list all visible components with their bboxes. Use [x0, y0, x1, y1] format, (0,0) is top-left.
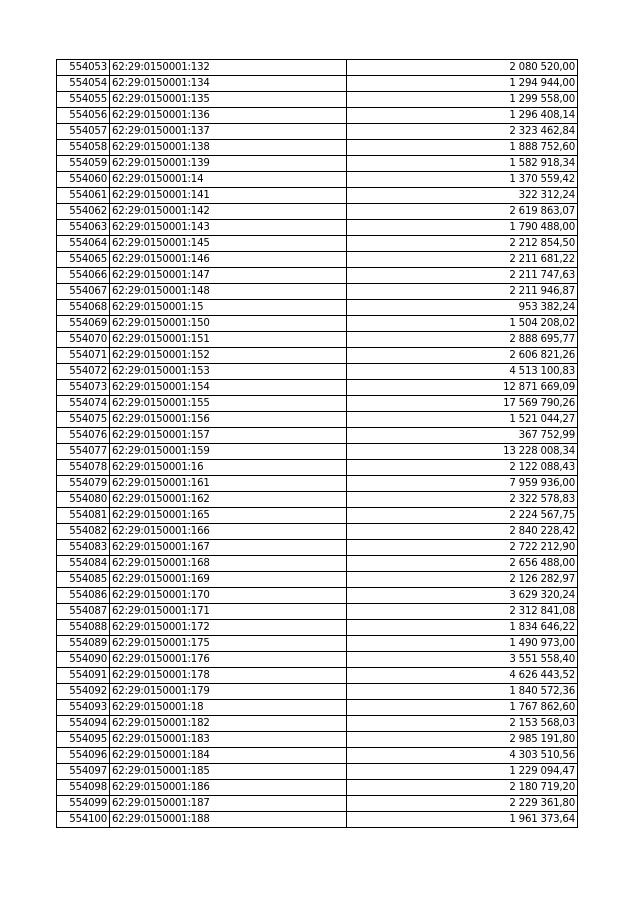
cadastral-number-cell: 62:29:0150001:143	[110, 220, 347, 236]
cadastral-number-cell: 62:29:0150001:147	[110, 268, 347, 284]
cadastral-number-cell: 62:29:0150001:157	[110, 428, 347, 444]
row-number-cell: 554053	[57, 60, 110, 76]
table-row	[57, 540, 578, 556]
row-number-cell: 554056	[57, 108, 110, 124]
row-number-cell: 554067	[57, 284, 110, 300]
cadastral-value-cell: 1 490 973,00	[347, 636, 578, 652]
table-row	[57, 764, 578, 780]
row-number-cell: 554077	[57, 444, 110, 460]
row-number-cell: 554073	[57, 380, 110, 396]
cadastral-value-cell: 2 211 681,22	[347, 252, 578, 268]
table-row	[57, 572, 578, 588]
cadastral-value-cell: 1 767 862,60	[347, 700, 578, 716]
table-row	[57, 412, 578, 428]
table-row	[57, 220, 578, 236]
row-number-cell: 554075	[57, 412, 110, 428]
cadastral-number-cell: 62:29:0150001:182	[110, 716, 347, 732]
table-row	[57, 604, 578, 620]
row-number-cell: 554054	[57, 76, 110, 92]
row-number-cell: 554083	[57, 540, 110, 556]
row-number-cell: 554070	[57, 332, 110, 348]
cadastral-value-cell: 2 080 520,00	[347, 60, 578, 76]
table-row	[57, 492, 578, 508]
table-row	[57, 252, 578, 268]
row-number-cell: 554079	[57, 476, 110, 492]
row-number-cell: 554087	[57, 604, 110, 620]
row-number-cell: 554059	[57, 156, 110, 172]
cadastral-value-cell: 4 513 100,83	[347, 364, 578, 380]
cadastral-value-cell: 4 303 510,56	[347, 748, 578, 764]
cadastral-number-cell: 62:29:0150001:161	[110, 476, 347, 492]
row-number-cell: 554060	[57, 172, 110, 188]
cadastral-value-cell: 1 840 572,36	[347, 684, 578, 700]
row-number-cell: 554088	[57, 620, 110, 636]
cadastral-value-cell: 2 323 462,84	[347, 124, 578, 140]
table-row	[57, 140, 578, 156]
table-row	[57, 172, 578, 188]
cadastral-number-cell: 62:29:0150001:142	[110, 204, 347, 220]
cadastral-number-cell: 62:29:0150001:14	[110, 172, 347, 188]
cadastral-value-cell: 2 888 695,77	[347, 332, 578, 348]
row-number-cell: 554092	[57, 684, 110, 700]
table-row	[57, 588, 578, 604]
cadastral-value-cell: 2 212 854,50	[347, 236, 578, 252]
cadastral-number-cell: 62:29:0150001:146	[110, 252, 347, 268]
cadastral-value-cell: 2 322 578,83	[347, 492, 578, 508]
table-row	[57, 780, 578, 796]
row-number-cell: 554062	[57, 204, 110, 220]
cadastral-value-cell: 1 296 408,14	[347, 108, 578, 124]
table-row	[57, 92, 578, 108]
cadastral-value-cell: 2 122 088,43	[347, 460, 578, 476]
cadastral-value-cell: 13 228 008,34	[347, 444, 578, 460]
row-number-cell: 554071	[57, 348, 110, 364]
table-row	[57, 700, 578, 716]
row-number-cell: 554082	[57, 524, 110, 540]
table-row	[57, 476, 578, 492]
cadastral-number-cell: 62:29:0150001:155	[110, 396, 347, 412]
cadastral-value-cell: 1 229 094,47	[347, 764, 578, 780]
row-number-cell: 554091	[57, 668, 110, 684]
table-row	[57, 716, 578, 732]
cadastral-number-cell: 62:29:0150001:135	[110, 92, 347, 108]
cadastral-value-cell: 2 211 747,63	[347, 268, 578, 284]
cadastral-number-cell: 62:29:0150001:153	[110, 364, 347, 380]
cadastral-value-cell: 2 722 212,90	[347, 540, 578, 556]
cadastral-value-cell: 953 382,24	[347, 300, 578, 316]
row-number-cell: 554095	[57, 732, 110, 748]
cadastral-number-cell: 62:29:0150001:145	[110, 236, 347, 252]
table-row	[57, 284, 578, 300]
table-row	[57, 732, 578, 748]
cadastral-value-cell: 2 312 841,08	[347, 604, 578, 620]
cadastral-number-cell: 62:29:0150001:169	[110, 572, 347, 588]
cadastral-number-cell: 62:29:0150001:170	[110, 588, 347, 604]
cadastral-value-cell: 2 180 719,20	[347, 780, 578, 796]
table-row	[57, 508, 578, 524]
cadastral-value-cell: 2 229 361,80	[347, 796, 578, 812]
table-row	[57, 236, 578, 252]
cadastral-value-cell: 2 126 282,97	[347, 572, 578, 588]
table-row	[57, 348, 578, 364]
cadastral-number-cell: 62:29:0150001:179	[110, 684, 347, 700]
cadastral-number-cell: 62:29:0150001:167	[110, 540, 347, 556]
cadastral-number-cell: 62:29:0150001:171	[110, 604, 347, 620]
table-row	[57, 108, 578, 124]
cadastral-number-cell: 62:29:0150001:186	[110, 780, 347, 796]
table-row	[57, 812, 578, 828]
row-number-cell: 554094	[57, 716, 110, 732]
cadastral-number-cell: 62:29:0150001:132	[110, 60, 347, 76]
row-number-cell: 554074	[57, 396, 110, 412]
table-row	[57, 620, 578, 636]
cadastral-value-cell: 2 985 191,80	[347, 732, 578, 748]
row-number-cell: 554078	[57, 460, 110, 476]
row-number-cell: 554055	[57, 92, 110, 108]
table-row	[57, 668, 578, 684]
cadastral-value-cell: 1 888 752,60	[347, 140, 578, 156]
table-row	[57, 556, 578, 572]
cadastral-number-cell: 62:29:0150001:183	[110, 732, 347, 748]
row-number-cell: 554096	[57, 748, 110, 764]
table-row	[57, 76, 578, 92]
cadastral-number-cell: 62:29:0150001:185	[110, 764, 347, 780]
cadastral-value-cell: 4 626 443,52	[347, 668, 578, 684]
cadastral-number-cell: 62:29:0150001:159	[110, 444, 347, 460]
cadastral-number-cell: 62:29:0150001:16	[110, 460, 347, 476]
cadastral-number-cell: 62:29:0150001:188	[110, 812, 347, 828]
table-row	[57, 204, 578, 220]
row-number-cell: 554093	[57, 700, 110, 716]
cadastral-value-cell: 2 656 488,00	[347, 556, 578, 572]
row-number-cell: 554086	[57, 588, 110, 604]
cadastral-number-cell: 62:29:0150001:162	[110, 492, 347, 508]
cadastral-value-cell: 3 551 558,40	[347, 652, 578, 668]
table-row	[57, 796, 578, 812]
cadastral-value-cell: 2 153 568,03	[347, 716, 578, 732]
table-row	[57, 460, 578, 476]
cadastral-number-cell: 62:29:0150001:134	[110, 76, 347, 92]
table-row	[57, 380, 578, 396]
cadastral-number-cell: 62:29:0150001:150	[110, 316, 347, 332]
cadastral-number-cell: 62:29:0150001:172	[110, 620, 347, 636]
table-row	[57, 444, 578, 460]
cadastral-value-cell: 322 312,24	[347, 188, 578, 204]
row-number-cell: 554065	[57, 252, 110, 268]
table-row	[57, 428, 578, 444]
cadastral-number-cell: 62:29:0150001:15	[110, 300, 347, 316]
table-row	[57, 156, 578, 172]
row-number-cell: 554068	[57, 300, 110, 316]
cadastral-value-cell: 1 299 558,00	[347, 92, 578, 108]
row-number-cell: 554089	[57, 636, 110, 652]
cadastral-number-cell: 62:29:0150001:139	[110, 156, 347, 172]
cadastral-number-cell: 62:29:0150001:141	[110, 188, 347, 204]
table-row	[57, 396, 578, 412]
row-number-cell: 554076	[57, 428, 110, 444]
table-body	[57, 60, 578, 828]
cadastral-number-cell: 62:29:0150001:168	[110, 556, 347, 572]
cadastral-number-cell: 62:29:0150001:136	[110, 108, 347, 124]
cadastral-value-table	[56, 59, 578, 828]
cadastral-value-cell: 2 619 863,07	[347, 204, 578, 220]
cadastral-number-cell: 62:29:0150001:175	[110, 636, 347, 652]
row-number-cell: 554061	[57, 188, 110, 204]
table-row	[57, 524, 578, 540]
cadastral-number-cell: 62:29:0150001:137	[110, 124, 347, 140]
cadastral-value-cell: 2 840 228,42	[347, 524, 578, 540]
table-row	[57, 124, 578, 140]
row-number-cell: 554066	[57, 268, 110, 284]
cadastral-number-cell: 62:29:0150001:148	[110, 284, 347, 300]
row-number-cell: 554072	[57, 364, 110, 380]
table-row	[57, 364, 578, 380]
table-row	[57, 684, 578, 700]
row-number-cell: 554100	[57, 812, 110, 828]
row-number-cell: 554084	[57, 556, 110, 572]
cadastral-number-cell: 62:29:0150001:138	[110, 140, 347, 156]
cadastral-value-cell: 7 959 936,00	[347, 476, 578, 492]
cadastral-number-cell: 62:29:0150001:156	[110, 412, 347, 428]
row-number-cell: 554063	[57, 220, 110, 236]
cadastral-value-cell: 1 370 559,42	[347, 172, 578, 188]
cadastral-number-cell: 62:29:0150001:154	[110, 380, 347, 396]
cadastral-number-cell: 62:29:0150001:176	[110, 652, 347, 668]
cadastral-number-cell: 62:29:0150001:18	[110, 700, 347, 716]
cadastral-value-cell: 1 961 373,64	[347, 812, 578, 828]
table-row	[57, 188, 578, 204]
cadastral-value-cell: 2 211 946,87	[347, 284, 578, 300]
cadastral-value-cell: 2 606 821,26	[347, 348, 578, 364]
cadastral-number-cell: 62:29:0150001:152	[110, 348, 347, 364]
cadastral-number-cell: 62:29:0150001:184	[110, 748, 347, 764]
cadastral-number-cell: 62:29:0150001:187	[110, 796, 347, 812]
row-number-cell: 554080	[57, 492, 110, 508]
cadastral-number-cell: 62:29:0150001:166	[110, 524, 347, 540]
table-row	[57, 268, 578, 284]
table-row	[57, 636, 578, 652]
cadastral-value-cell: 2 224 567,75	[347, 508, 578, 524]
cadastral-value-cell: 1 582 918,34	[347, 156, 578, 172]
cadastral-value-cell: 1 294 944,00	[347, 76, 578, 92]
cadastral-value-cell: 367 752,99	[347, 428, 578, 444]
row-number-cell: 554064	[57, 236, 110, 252]
table-row	[57, 332, 578, 348]
row-number-cell: 554098	[57, 780, 110, 796]
row-number-cell: 554090	[57, 652, 110, 668]
cadastral-value-cell: 1 504 208,02	[347, 316, 578, 332]
row-number-cell: 554097	[57, 764, 110, 780]
row-number-cell: 554081	[57, 508, 110, 524]
cadastral-value-cell: 1 790 488,00	[347, 220, 578, 236]
table-row	[57, 300, 578, 316]
cadastral-value-cell: 17 569 790,26	[347, 396, 578, 412]
table-row	[57, 316, 578, 332]
cadastral-number-cell: 62:29:0150001:165	[110, 508, 347, 524]
cadastral-number-cell: 62:29:0150001:151	[110, 332, 347, 348]
row-number-cell: 554058	[57, 140, 110, 156]
cadastral-number-cell: 62:29:0150001:178	[110, 668, 347, 684]
row-number-cell: 554069	[57, 316, 110, 332]
cadastral-value-cell: 12 871 669,09	[347, 380, 578, 396]
row-number-cell: 554085	[57, 572, 110, 588]
table-row	[57, 748, 578, 764]
row-number-cell: 554099	[57, 796, 110, 812]
cadastral-value-cell: 1 521 044,27	[347, 412, 578, 428]
row-number-cell: 554057	[57, 124, 110, 140]
cadastral-value-cell: 1 834 646,22	[347, 620, 578, 636]
cadastral-value-cell: 3 629 320,24	[347, 588, 578, 604]
table-row	[57, 60, 578, 76]
table-row	[57, 652, 578, 668]
